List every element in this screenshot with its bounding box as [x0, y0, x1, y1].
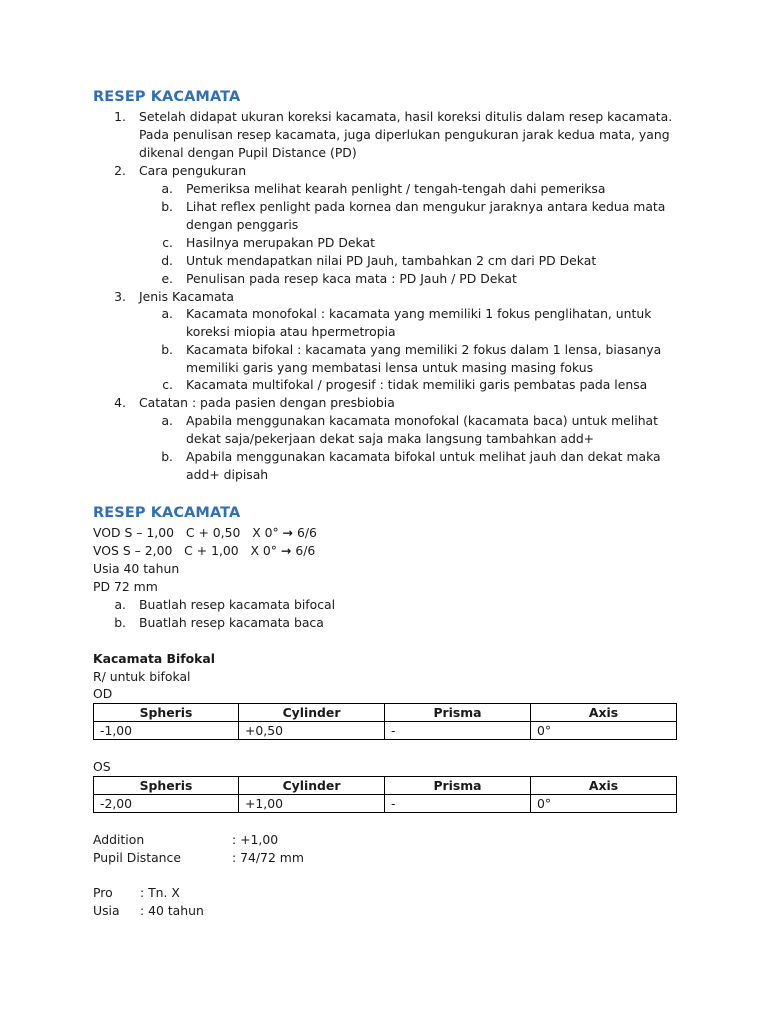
header-cylinder: Cylinder — [239, 777, 385, 795]
od-axis: 0° — [531, 722, 677, 740]
sublist-text: dekat saja/pekerjaan dekat saja maka langsung tambahkan add+ — [186, 431, 595, 446]
sublist-letter: b. — [161, 449, 173, 464]
od-table — [93, 703, 677, 740]
list-number: 2. — [114, 163, 126, 178]
header-axis: Axis — [531, 704, 677, 722]
sublist-text: dengan penggaris — [186, 217, 299, 232]
od-cylinder: +0,50 — [239, 722, 385, 740]
vod-axis: X 0° — [252, 525, 279, 540]
sublist-text: Apabila menggunakan kacamata monofokal (kacamata baca) untuk melihat — [186, 413, 658, 428]
sublist-letter: c. — [162, 377, 173, 392]
os-spheris: -2,00 — [94, 795, 239, 813]
bifocal-title: Kacamata Bifokal — [93, 651, 215, 666]
header-prisma: Prisma — [385, 777, 531, 795]
sublist-text: Apabila menggunakan kacamata bifokal untuk melihat jauh dan dekat maka — [186, 449, 661, 464]
sublist-text: Lihat reflex penlight pada kornea dan mengukur jaraknya antara kedua mata — [186, 199, 666, 214]
vod-sphere: VOD S – 1,00 — [93, 525, 175, 540]
table-row — [94, 795, 677, 813]
sublist-text: Kacamata monofokal : kacamata yang memiliki 1 fokus penglihatan, untuk — [186, 306, 652, 321]
arrow-right-icon: → — [280, 543, 292, 558]
sublist-letter: b. — [161, 342, 173, 357]
od-label: OD — [93, 686, 113, 701]
usia-value: : 40 tahun — [140, 903, 204, 918]
header-prisma: Prisma — [385, 704, 531, 722]
arrow-right-icon: → — [282, 525, 294, 540]
vos-cylinder: C + 1,00 — [184, 543, 239, 558]
list-number: 1. — [114, 109, 126, 124]
vos-axis: X 0° — [250, 543, 278, 558]
task-text: Buatlah resep kacamata bifocal — [139, 597, 336, 612]
sublist-letter: a. — [161, 181, 173, 196]
sublist-text: Untuk mendapatkan nilai PD Jauh, tambahkan 2 cm dari PD Dekat — [186, 253, 597, 268]
section-title: RESEP KACAMATA — [93, 505, 241, 521]
list-item-text: Catatan : pada pasien dengan presbiobia — [139, 395, 395, 410]
usia-label: Usia — [93, 903, 120, 918]
task-letter: b. — [114, 615, 126, 630]
od-spheris: -1,00 — [94, 722, 239, 740]
addition-label: Addition — [93, 832, 145, 847]
pd-label: Pupil Distance — [93, 850, 181, 865]
section-title: RESEP KACAMATA — [93, 89, 241, 105]
vod-cylinder: C + 0,50 — [185, 525, 241, 540]
task-text: Buatlah resep kacamata baca — [139, 615, 324, 630]
vos-sphere: VOS S – 2,00 — [93, 543, 173, 558]
pro-value: : Tn. X — [140, 885, 180, 900]
os-prisma: - — [385, 795, 531, 813]
sublist-text: Kacamata multifokal / progesif : tidak memiliki garis pembatas pada lensa — [186, 377, 648, 392]
sublist-text: Pemeriksa melihat kearah penlight / tengah-tengah dahi pemeriksa — [186, 181, 606, 196]
pupil-distance: PD 72 mm — [93, 579, 158, 594]
header-axis: Axis — [531, 777, 677, 795]
os-label: OS — [93, 759, 111, 774]
sublist-text: add+ dipisah — [186, 467, 269, 482]
patient-age: Usia 40 tahun — [93, 561, 180, 576]
header-cylinder: Cylinder — [239, 704, 385, 722]
vos-prescription — [93, 542, 315, 560]
header-spheris: Spheris — [94, 704, 239, 722]
sublist-letter: a. — [161, 413, 173, 428]
list-number: 3. — [114, 289, 126, 304]
rx-line: R/ untuk bifokal — [93, 669, 191, 684]
vos-visual-acuity: 6/6 — [295, 543, 316, 558]
list-item-text: Setelah didapat ukuran koreksi kacamata, hasil koreksi ditulis dalam resep kacamata. — [139, 109, 673, 124]
sublist-text: Penulisan pada resep kaca mata : PD Jauh / PD Dekat — [186, 271, 517, 286]
addition-value: : +1,00 — [232, 832, 279, 847]
os-cylinder: +1,00 — [239, 795, 385, 813]
list-item-text: dikenal dengan Pupil Distance (PD) — [139, 145, 357, 160]
sublist-letter: d. — [161, 253, 173, 268]
list-item-text: Pada penulisan resep kacamata, juga diperlukan pengukuran jarak kedua mata, yang — [139, 127, 670, 142]
sublist-letter: b. — [161, 199, 173, 214]
sublist-text: memiliki garis yang membatasi lensa untuk masing masing fokus — [186, 360, 594, 375]
table-header-row — [94, 704, 677, 722]
vod-visual-acuity: 6/6 — [297, 525, 317, 540]
header-spheris: Spheris — [94, 777, 239, 795]
list-item-text: Jenis Kacamata — [139, 289, 234, 304]
os-axis: 0° — [531, 795, 677, 813]
table-header-row — [94, 777, 677, 795]
sublist-letter: a. — [161, 306, 173, 321]
list-item-text: Cara pengukuran — [139, 163, 247, 178]
task-letter: a. — [114, 597, 126, 612]
table-row — [94, 722, 677, 740]
sublist-text: Hasilnya merupakan PD Dekat — [186, 235, 375, 250]
os-table — [93, 776, 677, 813]
pro-label: Pro — [93, 885, 113, 900]
pd-value: : 74/72 mm — [232, 850, 304, 865]
sublist-letter: e. — [161, 271, 173, 286]
sublist-text: koreksi miopia atau hpermetropia — [186, 324, 396, 339]
od-prisma: - — [385, 722, 531, 740]
list-number: 4. — [114, 395, 126, 410]
sublist-text: Kacamata bifokal : kacamata yang memiliki 2 fokus dalam 1 lensa, biasanya — [186, 342, 662, 357]
sublist-letter: c. — [162, 235, 173, 250]
vod-prescription — [93, 524, 317, 542]
